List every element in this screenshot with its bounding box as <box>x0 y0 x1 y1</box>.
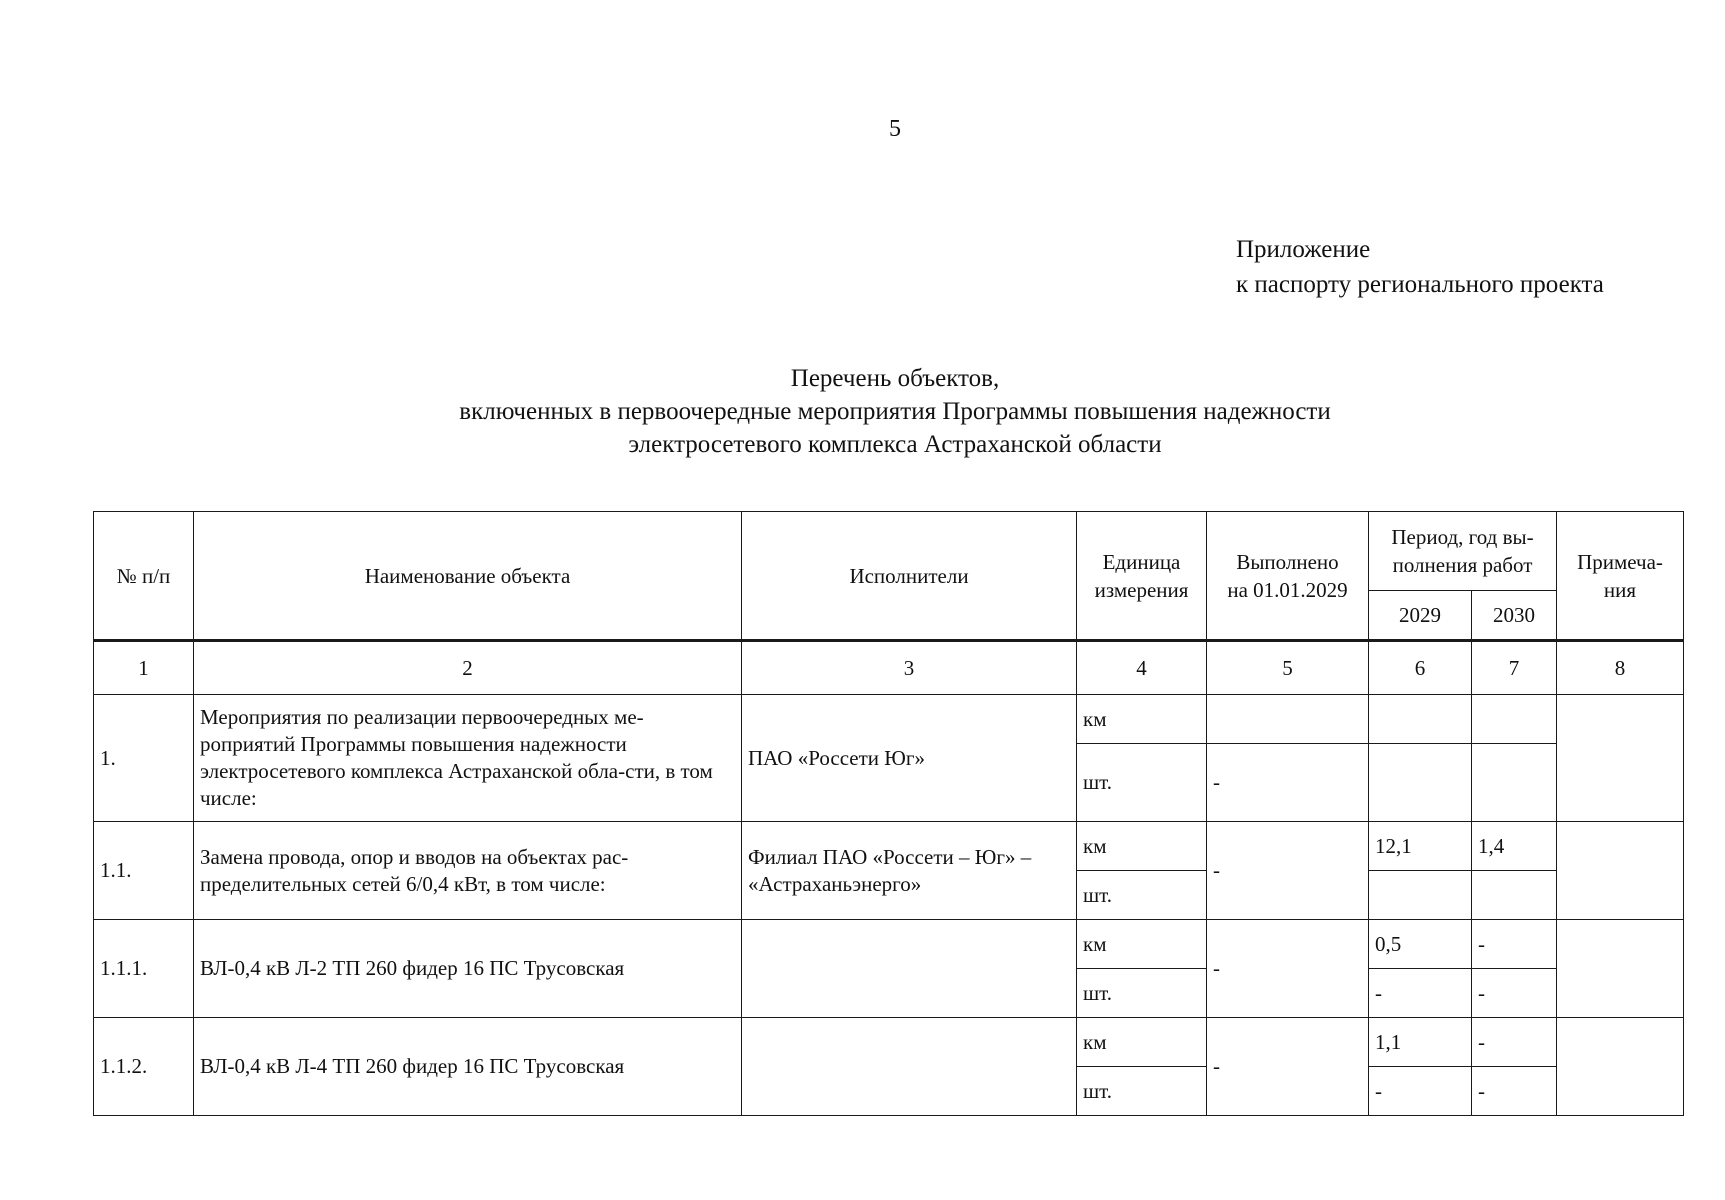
row-2030-km: - <box>1472 1018 1557 1067</box>
row-unit-pcs: шт. <box>1077 1067 1207 1116</box>
column-number: 8 <box>1557 641 1684 695</box>
row-name: Замена провода, опор и вводов на объектах рас-пределительных сетей 6/0,4 кВт, в том числе: <box>194 822 742 920</box>
header-unit-line-2: измерения <box>1094 577 1189 602</box>
row-2029-pcs: - <box>1369 969 1472 1018</box>
row-2030-km: - <box>1472 920 1557 969</box>
row-2030-pcs: - <box>1472 1067 1557 1116</box>
title-line-1: Перечень объектов, <box>790 365 1000 392</box>
row-2030-km <box>1472 695 1557 744</box>
header-period <box>1369 512 1557 591</box>
appendix-note <box>1236 232 1604 302</box>
appendix-line-2: к паспорту регионального проекта <box>1236 271 1604 298</box>
row-num: 1.1. <box>94 822 194 920</box>
row-notes <box>1557 920 1684 1018</box>
row-executor: ПАО «Россети Юг» <box>742 695 1077 822</box>
row-name: ВЛ-0,4 кВ Л-4 ТП 260 фидер 16 ПС Трусовская <box>194 1018 742 1116</box>
table-row <box>94 1018 1684 1067</box>
header-year-2030: 2030 <box>1472 591 1557 641</box>
row-executor: Филиал ПАО «Россети – Юг» – «Астраханьэнерго» <box>742 822 1077 920</box>
column-number: 5 <box>1207 641 1369 695</box>
header-row <box>94 512 1684 591</box>
row-2029-km: 0,5 <box>1369 920 1472 969</box>
table-row <box>94 822 1684 871</box>
header-done <box>1207 512 1369 641</box>
row-2029-km: 12,1 <box>1369 822 1472 871</box>
header-notes-line-1: Примеча- <box>1577 549 1663 574</box>
row-name: ВЛ-0,4 кВ Л-2 ТП 260 фидер 16 ПС Трусовская <box>194 920 742 1018</box>
header-done-line-1: Выполнено <box>1236 549 1339 574</box>
column-number: 3 <box>742 641 1077 695</box>
row-unit-pcs: шт. <box>1077 871 1207 920</box>
row-done-km <box>1207 695 1369 744</box>
page-number: 5 <box>889 116 901 142</box>
row-2029-pcs: - <box>1369 1067 1472 1116</box>
row-unit-km: км <box>1077 1018 1207 1067</box>
row-done-km: - <box>1207 1018 1369 1116</box>
row-2029-km <box>1369 695 1472 744</box>
header-period-line-1: Период, год вы- <box>1391 525 1534 549</box>
row-done-km: - <box>1207 822 1369 920</box>
appendix-line-1: Приложение <box>1236 236 1371 263</box>
header-unit <box>1077 512 1207 641</box>
row-2029-km: 1,1 <box>1369 1018 1472 1067</box>
header-name: Наименование объекта <box>194 512 742 641</box>
row-unit-km: км <box>1077 695 1207 744</box>
row-num: 1.1.1. <box>94 920 194 1018</box>
row-name: Мероприятия по реализации первоочередных ме-роприятий Программы повышения надежности электросетевого комплекса Астраханской обла-сти, в том числе: <box>194 695 742 822</box>
row-2030-pcs <box>1472 871 1557 920</box>
header-notes <box>1557 512 1684 641</box>
column-number: 1 <box>94 641 194 695</box>
table-row <box>94 695 1684 744</box>
row-notes <box>1557 822 1684 920</box>
header-notes-line-2: ния <box>1603 577 1637 602</box>
table-row <box>94 920 1684 969</box>
row-executor <box>742 920 1077 1018</box>
row-unit-pcs: шт. <box>1077 744 1207 822</box>
row-notes <box>1557 1018 1684 1116</box>
row-2030-km: 1,4 <box>1472 822 1557 871</box>
row-num: 1.1.2. <box>94 1018 194 1116</box>
column-number: 2 <box>194 641 742 695</box>
column-number: 4 <box>1077 641 1207 695</box>
header-done-line-2: на 01.01.2029 <box>1227 577 1348 602</box>
document-title <box>0 362 1725 461</box>
row-num: 1. <box>94 695 194 822</box>
objects-table <box>93 511 1684 1116</box>
row-2030-pcs: - <box>1472 969 1557 1018</box>
row-done-pcs: - <box>1207 744 1369 822</box>
header-num: № п/п <box>94 512 194 641</box>
row-2029-pcs <box>1369 744 1472 822</box>
row-unit-pcs: шт. <box>1077 969 1207 1018</box>
header-period-line-2: полнения работ <box>1392 553 1533 577</box>
title-line-2: включенных в первоочередные мероприятия Программы повышения надежности <box>459 398 1331 425</box>
column-numbers-row <box>94 641 1684 695</box>
row-executor <box>742 1018 1077 1116</box>
header-year-2029: 2029 <box>1369 591 1472 641</box>
column-number: 7 <box>1472 641 1557 695</box>
row-2029-pcs <box>1369 871 1472 920</box>
column-number: 6 <box>1369 641 1472 695</box>
row-unit-km: км <box>1077 920 1207 969</box>
row-2030-pcs <box>1472 744 1557 822</box>
title-line-3: электросетевого комплекса Астраханской области <box>628 431 1162 458</box>
row-done-km: - <box>1207 920 1369 1018</box>
header-executors: Исполнители <box>742 512 1077 641</box>
row-unit-km: км <box>1077 822 1207 871</box>
row-notes <box>1557 695 1684 822</box>
header-unit-line-1: Единица <box>1102 549 1181 574</box>
